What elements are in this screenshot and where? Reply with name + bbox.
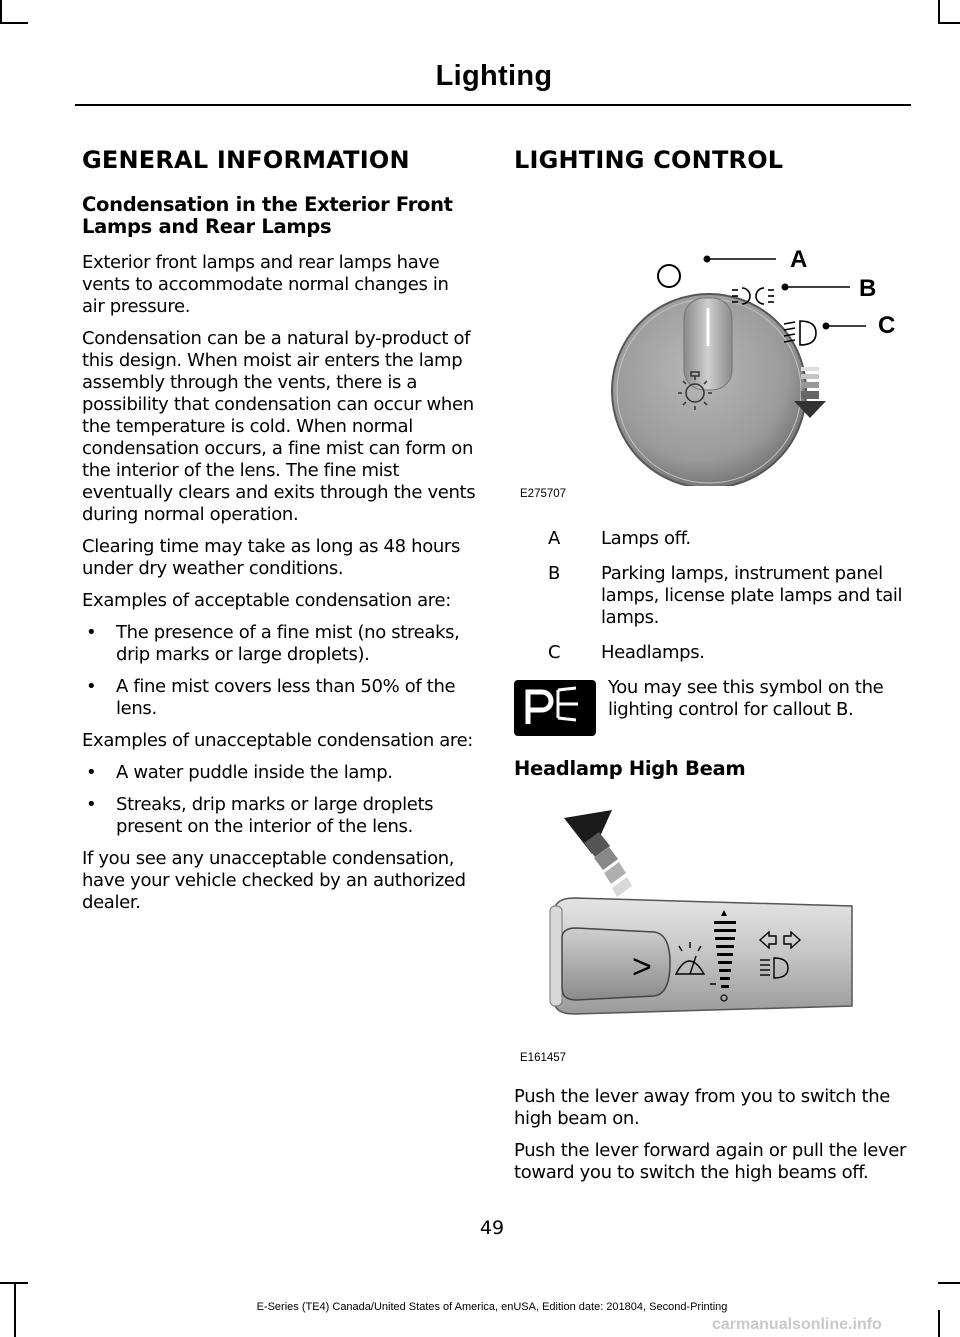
callout-letter: A <box>548 528 560 549</box>
paragraph: Clearing time may take as long as 48 hours under dry weather conditions. <box>82 536 460 579</box>
lamps-off-icon <box>658 265 680 287</box>
svg-text:>: > <box>632 948 652 986</box>
parking-lamp-symbol-icon <box>514 680 596 736</box>
paragraph: Push the lever away from you to switch the high beam on. <box>514 1086 891 1129</box>
watermark: carmanualsonline.info <box>712 1316 882 1333</box>
figure-label-c: C <box>878 312 896 339</box>
crop-mark <box>938 1282 960 1284</box>
acceptable-list <box>82 622 476 720</box>
paragraph: Push the lever forward again or pull the lever toward you to switch the high beams off. <box>514 1140 907 1183</box>
figure-label-b: B <box>859 275 877 302</box>
crop-mark <box>938 1310 940 1337</box>
list-item: • The presence of a fine mist (no streaks, drip marks or large droplets). <box>82 622 476 666</box>
right-column <box>514 146 912 1194</box>
lighting-control-figure <box>514 186 912 500</box>
subsection-title-condensation: Condensation in the Exterior Front Lamps and Rear Lamps <box>82 193 453 238</box>
list-item: • A fine mist covers less than 50% of the lens. <box>82 676 476 720</box>
crop-mark <box>938 0 940 24</box>
left-column <box>82 146 476 924</box>
lighting-control-knob-illustration <box>514 186 912 486</box>
high-beam-lever-figure <box>514 788 912 1088</box>
symbol-note-text: You may see this symbol on the lighting control for callout B. <box>608 677 884 720</box>
callout-row <box>514 563 912 629</box>
section-title-general-information: GENERAL INFORMATION <box>82 146 410 174</box>
callout-letter: C <box>548 642 561 663</box>
symbol-note <box>514 677 912 736</box>
headlamps-icon <box>784 321 816 345</box>
paragraph: Exterior front lamps and rear lamps have vents to accommodate normal changes in air pressure. <box>82 252 449 317</box>
list-item: • Streaks, drip marks or large droplets present on the interior of the lens. <box>82 794 476 838</box>
page-number: 49 <box>479 1217 505 1239</box>
unacceptable-list <box>82 762 476 838</box>
callout-table <box>514 528 912 664</box>
section-title-lighting-control: LIGHTING CONTROL <box>514 146 784 174</box>
page-footer: E-Series (TE4) Canada/United States of America, enUSA, Edition date: 201804, Second-Printing <box>256 1301 728 1313</box>
callout-description: Lamps off. <box>601 528 691 549</box>
unacceptable-intro: Examples of unacceptable condensation are: <box>82 730 474 751</box>
callout-description: Headlamps. <box>601 642 705 663</box>
paragraph: If you see any unacceptable condensation, have your vehicle checked by an authorized dealer. <box>82 848 466 913</box>
figure-code: E161457 <box>520 1052 567 1064</box>
callout-row <box>514 642 912 664</box>
figure-code: E275707 <box>520 488 567 500</box>
figure-label-a: A <box>790 246 808 273</box>
paragraph: Condensation can be a natural by-product of this design. When moist air enters the lamp assembly through the vents, there is a possibility that condensation can occur when the temperature is cold. When normal condensation occurs, a fine mist can form on the interior of the lens. The fine mist eventually clears and exits through the vents during normal operation. <box>82 328 476 525</box>
callout-letter: B <box>548 563 560 584</box>
crop-mark <box>938 22 960 24</box>
acceptable-intro: Examples of acceptable condensation are: <box>82 590 451 611</box>
page-header-title: Lighting <box>435 60 553 92</box>
callout-row <box>514 528 912 550</box>
crop-mark <box>0 0 2 24</box>
multifunction-lever-illustration <box>514 788 912 1078</box>
subsection-title-high-beam: Headlamp High Beam <box>514 757 746 780</box>
crop-mark <box>0 22 28 24</box>
header-rule <box>75 104 911 106</box>
callout-description: Parking lamps, instrument panel lamps, license plate lamps and tail lamps. <box>601 563 903 628</box>
list-item: • A water puddle inside the lamp. <box>82 762 476 784</box>
push-away-arrow-icon <box>564 810 632 897</box>
